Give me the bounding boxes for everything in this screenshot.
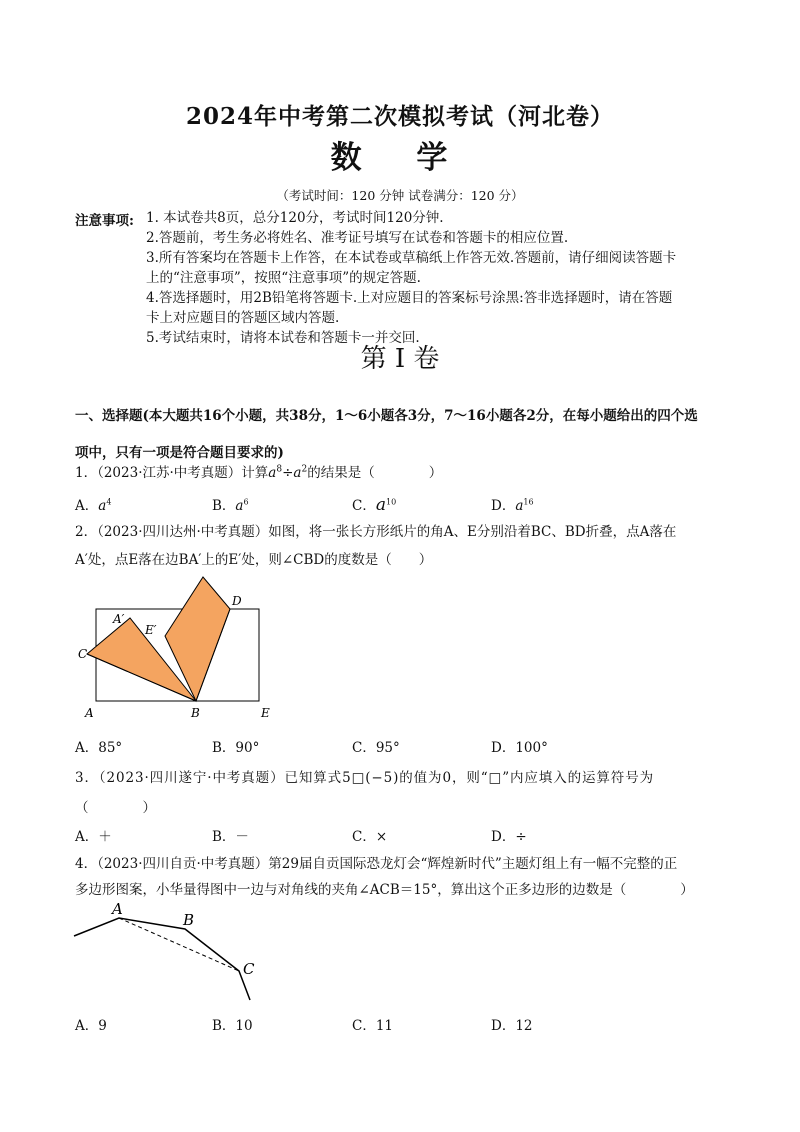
question-4-line-1: 4．（2023·四川自贡·中考真题）第29届自贡国际恐龙灯会“辉煌新时代”主题灯组上有一幅不完整的正 — [75, 856, 678, 872]
section-heading-line-1: 一、选择题(本大题共16个小题，共38分，1～6小题各3分，7～16小题各2分，在每小题给出的四个选 — [75, 408, 698, 424]
question-4-line-2: 多边形图案，小华量得图中一边与对角线的夹角∠ACB＝15°，算出这个正多边形的边数是（ ） — [75, 882, 694, 898]
question-1 — [75, 461, 442, 481]
question-2-line-1: 2．（2023·四川达州·中考真题）如图，将一张长方形纸片的角A、E分别沿着BC、BD折叠，点A落在 — [75, 524, 677, 540]
volume-title: 第 I 卷 — [360, 344, 440, 374]
notice-label: 注意事项: — [75, 213, 134, 229]
option-exp: 10 — [385, 497, 397, 507]
subject-title: 数 学 — [330, 140, 470, 176]
notice-line-6: 卡上对应题目的答题区域内答题. — [146, 310, 340, 326]
q1-base: a — [268, 465, 277, 481]
label-b: B — [183, 911, 195, 929]
q1-option-c[interactable] — [352, 494, 396, 515]
question-3-line-2: （ ） — [75, 800, 156, 816]
option-letter: D． — [491, 498, 516, 514]
q1-option-d[interactable] — [491, 494, 534, 514]
label-e: E — [261, 706, 270, 720]
q2-option-a[interactable]: A．85° — [75, 740, 123, 756]
option-exp: 4 — [106, 497, 112, 507]
q1-option-a[interactable] — [75, 494, 111, 514]
label-e-prime: E′ — [145, 623, 157, 637]
option-base: a — [515, 498, 524, 514]
label-a: A — [112, 900, 123, 918]
q1-div: ÷ — [282, 465, 294, 481]
q1-source: （2023·江苏·中考真题）计算 — [97, 465, 269, 481]
section-heading-line-2: 项中，只有一项是符合题目要求的) — [75, 445, 284, 461]
notice-line-1: 1. 本试卷共8页，总分120分，考试时间120分钟. — [146, 210, 444, 226]
q4-option-b[interactable]: B．10 — [212, 1018, 253, 1034]
notice-line-5: 4.答选择题时，用2B铅笔将答题卡.上对应题目的答案标号涂黑:答非选择题时，请在答题 — [146, 290, 673, 306]
notice-line-7: 5.考试结束时，请将本试卷和答题卡一并交回. — [146, 330, 420, 346]
q2-fold-figure — [75, 572, 285, 722]
label-b: B — [191, 706, 200, 720]
diagonal-ac — [119, 918, 239, 971]
q4-option-c[interactable]: C．11 — [352, 1018, 394, 1034]
option-base: a — [235, 498, 244, 514]
q1-option-b[interactable] — [212, 494, 249, 514]
label-c: C — [78, 647, 88, 661]
exam-title: 2024年中考第二次模拟考试（河北卷） — [185, 103, 614, 130]
option-letter: C． — [352, 498, 376, 514]
q3-option-d[interactable]: D．÷ — [491, 829, 527, 845]
q1-exp1: 8 — [276, 464, 283, 475]
exam-info: （考试时间：120 分钟 试卷满分：120 分） — [276, 188, 524, 203]
q2-option-b[interactable]: B．90° — [212, 740, 260, 756]
q4-polygon-figure — [70, 898, 270, 1006]
q1-number: 1． — [75, 465, 98, 481]
q1-tail: 的结果是（ ） — [307, 465, 443, 481]
q2-option-c[interactable]: C．95° — [352, 740, 400, 756]
option-exp: 6 — [243, 497, 249, 507]
q1-exp2: 2 — [301, 464, 308, 475]
option-base: a — [375, 495, 386, 515]
question-2-line-2: A′处，点E落在边BA′上的E′处，则∠CBD的度数是（ ） — [75, 552, 433, 568]
option-letter: A． — [75, 498, 99, 514]
q3-option-a[interactable]: A．＋ — [75, 829, 112, 845]
notice-line-4: 上的“注意事项”，按照“注意事项”的规定答题. — [146, 270, 421, 286]
notice-line-3: 3.所有答案均在答题卡上作答，在本试卷或草稿纸上作答无效.答题前，请仔细阅读答题卡 — [146, 250, 677, 266]
q4-option-a[interactable]: A．9 — [75, 1018, 107, 1034]
label-a-prime: A′ — [113, 612, 125, 626]
option-exp: 16 — [523, 497, 534, 507]
polygon-sides — [74, 918, 250, 1000]
label-c: C — [243, 960, 255, 978]
label-a: A — [85, 706, 94, 720]
q3-option-c[interactable]: C．× — [352, 829, 388, 845]
label-d: D — [232, 594, 242, 608]
question-3-line-1: 3．（2023·四川遂宁·中考真题）已知算式5□(−5)的值为0，则“□”内应填入的运算符号为 — [75, 770, 655, 786]
option-base: a — [98, 498, 107, 514]
notice-line-2: 2.答题前，考生务必将姓名、准考证号填写在试卷和答题卡的相应位置. — [146, 230, 569, 246]
q3-option-b[interactable]: B．－ — [212, 829, 249, 845]
option-letter: B． — [212, 498, 236, 514]
q1-base2: a — [293, 465, 302, 481]
q4-option-d[interactable]: D．12 — [491, 1018, 533, 1034]
q2-option-d[interactable]: D．100° — [491, 740, 548, 756]
